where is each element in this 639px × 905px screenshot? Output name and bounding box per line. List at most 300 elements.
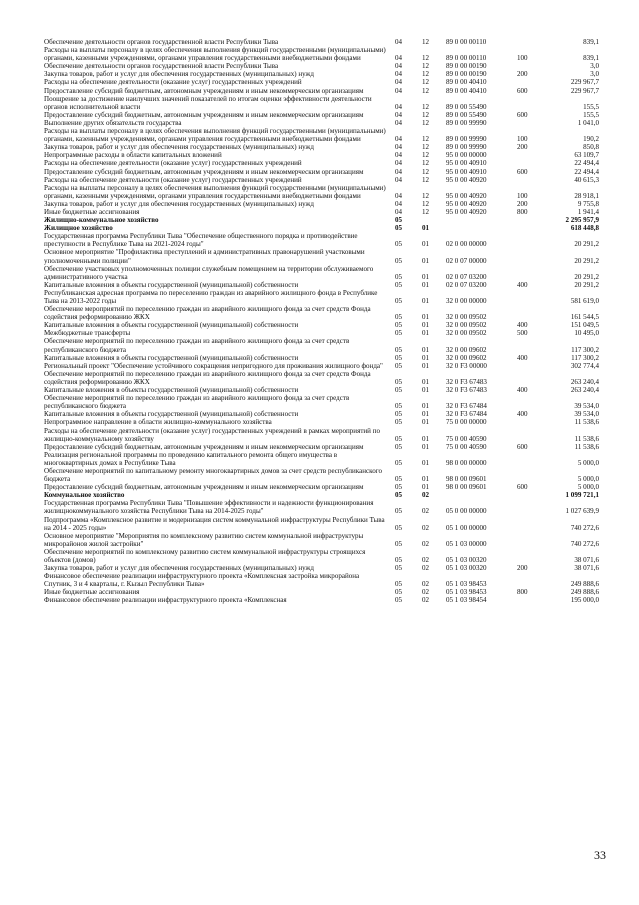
row-amount: 5 000,0 — [577, 458, 599, 467]
row-amount: 1 041,0 — [577, 118, 599, 127]
row-subsection-code: 02 — [422, 564, 430, 573]
table-row — [44, 119, 604, 127]
table-row — [44, 321, 604, 329]
row-amount: 22 494,4 — [574, 167, 599, 176]
row-section-code: 05 — [395, 564, 403, 573]
row-expense-type: 100 — [517, 135, 528, 144]
row-name: Государственная программа Республики Тыва "Обеспечение общественного порядка и противодействие преступности в Республике Тыва на 2021-2024 годы" — [44, 232, 358, 249]
row-target-article: 95 0 00 40920 — [446, 199, 487, 208]
row-target-article: 89 0 00 00190 — [446, 62, 487, 71]
row-name: Основное мероприятие "Профилактика преступлений и административных правонарушений участковыми уполномоченными полиции" — [44, 248, 365, 265]
row-name: Подпрограмма «Комплексное развитие и модернизация систем коммунальной инфраструктуры Республики Тыва на 2014 - 2025 годы» — [44, 515, 385, 532]
table-row — [44, 572, 604, 588]
row-name: Обеспечение мероприятий по переселению граждан из аварийного жилищного фонда за счет средств Фонда содействия реформированию ЖКХ — [44, 369, 371, 386]
row-name: Капитальные вложения в объекты государственной (муниципальной) собственности — [44, 321, 299, 330]
row-amount: 11 538,6 — [574, 418, 599, 427]
row-name: Предоставление субсидий бюджетным, автономным учреждениям и иным некоммерческим организациям — [44, 483, 364, 492]
row-section-code: 05 — [395, 280, 403, 289]
row-amount: 263 240,4 — [570, 377, 599, 386]
row-expense-type: 600 — [517, 442, 528, 451]
row-name: Государственная программа Республики Тыва "Повышение эффективности и надежности функционирования жилищнокоммунального хозяйства Республики Тыва на 2014-2025 годы" — [44, 499, 374, 516]
row-subsection-code: 02 — [422, 507, 430, 516]
table-row — [44, 70, 604, 78]
table-row — [44, 232, 604, 248]
row-target-article: 95 0 00 40910 — [446, 167, 487, 176]
row-subsection-code: 01 — [422, 434, 430, 443]
row-subsection-code: 12 — [422, 135, 430, 144]
row-amount: 39 534,0 — [574, 402, 599, 411]
table-row — [44, 184, 604, 200]
row-amount: 190,2 — [583, 135, 599, 144]
row-amount: 1 941,4 — [577, 207, 599, 216]
row-subsection-code: 01 — [422, 353, 430, 362]
row-target-article: 89 0 00 99990 — [446, 118, 487, 127]
row-subsection-code: 01 — [422, 345, 430, 354]
row-section-code: 04 — [395, 102, 403, 111]
row-section-code: 05 — [395, 588, 403, 597]
row-subsection-code: 01 — [422, 377, 430, 386]
table-row — [44, 111, 604, 119]
row-name: Поощрение за достижение наилучших значений показателей по итогам оценки эффективности деятельности органов исполнительной власти — [44, 94, 372, 111]
row-amount: 3,0 — [590, 70, 599, 79]
row-subsection-code: 02 — [422, 588, 430, 597]
row-subsection-code: 01 — [422, 297, 430, 305]
row-amount: 39 534,0 — [574, 410, 599, 419]
table-row — [44, 499, 604, 515]
row-subsection-code: 02 — [422, 556, 430, 564]
row-section-code: 05 — [395, 475, 403, 484]
row-amount: 249 888,6 — [570, 580, 599, 589]
row-amount: 2 295 957,9 — [565, 216, 599, 225]
row-name: Расходы на выплаты персоналу в целях обеспечения выполнения функций государственными (муниципальными) органами, казенными учреждениями, органами управления государственными внебюджетными фондами — [44, 46, 386, 63]
row-expense-type: 800 — [517, 207, 528, 216]
row-target-article: 05 1 03 98453 — [446, 588, 487, 597]
row-amount: 63 109,7 — [574, 151, 599, 160]
row-subsection-code: 01 — [422, 329, 430, 338]
table-row — [44, 46, 604, 62]
row-section-code: 04 — [395, 86, 403, 95]
row-target-article: 95 0 00 40910 — [446, 159, 487, 168]
row-target-article: 05 1 03 00320 — [446, 556, 487, 564]
row-target-article: 89 0 00 00110 — [446, 54, 487, 63]
row-section-code: 04 — [395, 207, 403, 216]
row-subsection-code: 02 — [422, 580, 430, 589]
row-name: Обеспечение мероприятий по капитальному ремонту многоквартирных домов за счет средств республиканского бюджета — [44, 466, 382, 484]
row-target-article: 75 0 00 00000 — [446, 418, 487, 427]
row-name: Финансовое обеспечение реализации инфраструктурного проекта «Комплексная — [44, 596, 287, 605]
table-row — [44, 248, 604, 264]
row-subsection-code: 01 — [422, 410, 430, 419]
table-row — [44, 265, 604, 281]
row-section-code: 05 — [395, 313, 403, 322]
row-amount: 263 240,4 — [570, 386, 599, 395]
row-expense-type: 400 — [517, 353, 528, 362]
row-amount: 3,0 — [590, 62, 599, 71]
row-expense-type: 200 — [517, 143, 528, 152]
row-target-article: 05 1 03 00320 — [446, 564, 487, 573]
row-target-article: 32 0 F3 67483 — [446, 377, 487, 386]
row-section-code: 05 — [395, 523, 403, 532]
row-amount: 38 071,6 — [574, 556, 599, 564]
row-section-code: 05 — [395, 491, 403, 500]
table-row — [44, 337, 604, 353]
row-name: Обеспечение мероприятий по комплексному развитию систем коммунальной инфраструктуры строящихся объектов (домов) — [44, 547, 366, 564]
row-subsection-code: 12 — [422, 151, 430, 160]
table-row — [44, 548, 604, 564]
row-target-article: 89 0 00 55490 — [446, 110, 487, 119]
row-subsection-code: 12 — [422, 191, 430, 200]
row-subsection-code: 01 — [422, 272, 430, 281]
row-name: Реализация региональной программы по проведению капитального ремонта общего имущества в многоквартирных домах в Республике Тыва — [44, 450, 338, 467]
row-amount: 839,1 — [583, 54, 599, 63]
row-name: Межбюджетные трансферты — [44, 329, 131, 338]
row-section-code: 04 — [395, 38, 403, 46]
row-section-code: 05 — [395, 297, 403, 305]
row-name: Закупка товаров, работ и услуг для обеспечения государственных (муниципальных) нужд — [44, 199, 314, 208]
row-name: Капитальные вложения в объекты государственной (муниципальной) собственности — [44, 386, 299, 395]
row-section-code: 05 — [395, 596, 403, 605]
row-amount: 28 918,1 — [574, 191, 599, 200]
table-row — [44, 427, 604, 443]
table-row — [44, 305, 604, 321]
row-amount: 740 272,6 — [570, 539, 599, 548]
row-section-code: 05 — [395, 483, 403, 492]
table-row — [44, 216, 604, 224]
row-amount: 9 755,8 — [577, 199, 599, 208]
row-section-code: 04 — [395, 191, 403, 200]
row-subsection-code: 12 — [422, 199, 430, 208]
row-target-article: 95 0 00 40920 — [446, 207, 487, 216]
table-row — [44, 95, 604, 111]
row-section-code: 04 — [395, 151, 403, 160]
row-name: Закупка товаров, работ и услуг для обеспечения государственных (муниципальных) нужд — [44, 143, 314, 152]
row-amount: 850,8 — [583, 143, 599, 152]
table-row — [44, 329, 604, 337]
row-amount: 740 272,6 — [570, 523, 599, 532]
row-name: Предоставление субсидий бюджетным, автономным учреждениям и иным некоммерческим организациям — [44, 442, 364, 451]
row-target-article: 32 0 00 09502 — [446, 313, 487, 322]
row-target-article: 89 0 00 00110 — [446, 38, 487, 46]
row-section-code: 05 — [395, 402, 403, 411]
row-target-article: 05 0 00 00000 — [446, 507, 487, 516]
row-section-code: 05 — [395, 410, 403, 419]
row-section-code: 05 — [395, 418, 403, 427]
row-amount: 229 967,7 — [570, 78, 599, 87]
row-name: Жилищно-коммунальное хозяйство — [44, 216, 159, 225]
row-amount: 618 448,8 — [570, 224, 599, 233]
row-name: Республиканская адресная программа по переселению граждан из аварийного жилищного фонда в Республике Тыва на 2013-2022 годы — [44, 288, 378, 305]
row-subsection-code: 01 — [422, 386, 430, 395]
page-number: 33 — [594, 848, 606, 862]
row-amount: 195 000,0 — [570, 596, 599, 605]
row-section-code: 04 — [395, 118, 403, 127]
row-name: Обеспечение мероприятий по переселению граждан из аварийного жилищного фонда за счет средств Фонда содействия реформированию ЖКХ — [44, 305, 371, 322]
row-name: Капитальные вложения в объекты государственной (муниципальной) собственности — [44, 353, 299, 362]
row-subsection-code: 12 — [422, 118, 430, 127]
row-target-article: 32 0 00 09602 — [446, 353, 487, 362]
table-row — [44, 410, 604, 418]
row-target-article: 75 0 00 40590 — [446, 442, 487, 451]
row-expense-type: 400 — [517, 386, 528, 395]
row-target-article: 95 0 00 00000 — [446, 151, 487, 160]
table-row — [44, 516, 604, 532]
row-amount: 117 300,2 — [571, 345, 599, 354]
row-subsection-code: 01 — [422, 280, 430, 289]
row-name: Предоставление субсидий бюджетным, автономным учреждениям и иным некоммерческим организациям — [44, 86, 364, 95]
row-target-article: 02 0 07 03200 — [446, 272, 487, 281]
row-name: Обеспечение мероприятий по переселению граждан из аварийного жилищного фонда за счет средств республиканского бюджета — [44, 337, 350, 354]
row-subsection-code: 01 — [422, 256, 430, 265]
table-row — [44, 532, 604, 548]
table-row — [44, 159, 604, 167]
row-subsection-code: 12 — [422, 102, 430, 111]
row-amount: 249 888,6 — [570, 588, 599, 597]
row-name: Обеспечение деятельности органов государственной власти Республики Тыва — [44, 38, 279, 46]
row-section-code: 04 — [395, 175, 403, 184]
table-row — [44, 370, 604, 386]
row-section-code: 05 — [395, 224, 403, 233]
row-amount: 20 291,2 — [574, 240, 599, 249]
row-amount: 581 619,0 — [570, 297, 599, 305]
row-subsection-code: 12 — [422, 38, 430, 46]
row-amount: 839,1 — [583, 38, 599, 46]
row-amount: 10 495,0 — [574, 329, 599, 338]
table-row — [44, 168, 604, 176]
table-row — [44, 200, 604, 208]
row-amount: 5 000,0 — [577, 483, 599, 492]
row-expense-type: 100 — [517, 191, 528, 200]
table-row — [44, 467, 604, 483]
row-subsection-code: 01 — [422, 442, 430, 451]
table-row — [44, 443, 604, 451]
row-target-article: 05 1 03 00000 — [446, 539, 487, 548]
row-subsection-code: 01 — [422, 483, 430, 492]
table-row — [44, 224, 604, 232]
row-subsection-code: 12 — [422, 62, 430, 71]
row-section-code: 04 — [395, 54, 403, 63]
row-amount: 155,5 — [583, 102, 599, 111]
row-section-code: 05 — [395, 216, 403, 225]
row-subsection-code: 01 — [422, 240, 430, 249]
row-section-code: 04 — [395, 143, 403, 152]
row-name: Расходы на обеспечение деятельности (оказание услуг) государственных учреждений — [44, 175, 302, 184]
row-section-code: 04 — [395, 135, 403, 144]
row-target-article: 32 0 00 09502 — [446, 321, 487, 330]
row-section-code: 05 — [395, 345, 403, 354]
row-expense-type: 200 — [517, 564, 528, 573]
table-row — [44, 491, 604, 499]
table-row — [44, 143, 604, 151]
row-target-article: 98 0 00 09601 — [446, 483, 487, 492]
row-section-code: 04 — [395, 199, 403, 208]
row-target-article: 89 0 00 40410 — [446, 86, 487, 95]
row-name: Капитальные вложения в объекты государственной (муниципальной) собственности — [44, 410, 299, 419]
table-row — [44, 289, 604, 305]
row-subsection-code: 12 — [422, 110, 430, 119]
row-expense-type: 400 — [517, 410, 528, 419]
row-section-code: 05 — [395, 256, 403, 265]
row-section-code: 04 — [395, 70, 403, 79]
row-name: Предоставление субсидий бюджетным, автономным учреждениям и иным некоммерческим организациям — [44, 167, 364, 176]
row-name: Обеспечение мероприятий по переселению граждан из аварийного жилищного фонда за счет средств республиканского бюджета — [44, 394, 350, 411]
row-name: Расходы на обеспечение деятельности (оказание услуг) государственных учреждений — [44, 159, 302, 168]
row-name: Расходы на выплаты персоналу в целях обеспечения выполнения функций государственными (муниципальными) органами, казенными учреждениями, органами управления государственными внебюджетными фондами — [44, 183, 386, 200]
row-amount: 38 071,6 — [574, 564, 599, 573]
row-name: Обеспечение участковых уполномоченных полиции служебным помещением на территории обслуживаемого административного участка — [44, 264, 374, 281]
row-name: Закупка товаров, работ и услуг для обеспечения государственных (муниципальных) нужд — [44, 564, 314, 573]
row-amount: 20 291,2 — [574, 256, 599, 265]
row-expense-type: 200 — [517, 70, 528, 79]
row-name: Предоставление субсидий бюджетным, автономным учреждениям и иным некоммерческим организациям — [44, 110, 364, 119]
row-subsection-code: 12 — [422, 159, 430, 168]
row-target-article: 32 0 F3 00000 — [446, 361, 487, 370]
row-section-code: 04 — [395, 62, 403, 71]
row-amount: 151 049,5 — [570, 321, 599, 330]
row-amount: 5 000,0 — [577, 475, 599, 484]
row-target-article: 32 0 00 00000 — [446, 297, 487, 305]
row-name: Коммунальное хозяйство — [44, 491, 125, 500]
table-row — [44, 386, 604, 394]
row-section-code: 05 — [395, 507, 403, 516]
row-section-code: 05 — [395, 361, 403, 370]
table-row — [44, 564, 604, 572]
row-target-article: 32 0 00 09602 — [446, 345, 487, 354]
row-subsection-code: 01 — [422, 475, 430, 484]
row-target-article: 02 0 07 03200 — [446, 280, 487, 289]
row-section-code: 05 — [395, 377, 403, 386]
row-subsection-code: 12 — [422, 86, 430, 95]
table-row — [44, 78, 604, 86]
row-section-code: 04 — [395, 167, 403, 176]
table-row — [44, 451, 604, 467]
table-row — [44, 87, 604, 95]
row-subsection-code: 01 — [422, 361, 430, 370]
row-expense-type: 600 — [517, 167, 528, 176]
table-row — [44, 354, 604, 362]
row-section-code: 05 — [395, 329, 403, 338]
row-amount: 161 544,5 — [570, 313, 599, 322]
table-row — [44, 394, 604, 410]
row-name: Иные бюджетные ассигнования — [44, 588, 140, 597]
row-subsection-code: 01 — [422, 418, 430, 427]
row-target-article: 05 1 00 00000 — [446, 523, 487, 532]
row-subsection-code: 02 — [422, 523, 430, 532]
row-expense-type: 600 — [517, 110, 528, 119]
row-name: Обеспечение деятельности органов государственной власти Республики Тыва — [44, 62, 279, 71]
table-row — [44, 176, 604, 184]
row-name: Закупка товаров, работ и услуг для обеспечения государственных (муниципальных) нужд — [44, 70, 314, 79]
row-section-code: 04 — [395, 78, 403, 87]
row-amount: 11 538,6 — [574, 434, 599, 443]
row-amount: 1 027 639,9 — [565, 507, 599, 516]
row-amount: 155,5 — [583, 110, 599, 119]
row-target-article: 89 0 00 00190 — [446, 70, 487, 79]
table-row — [44, 62, 604, 70]
row-subsection-code: 01 — [422, 224, 430, 233]
row-name: Непрограммные расходы в области капитальных вложений — [44, 151, 222, 160]
row-section-code: 04 — [395, 110, 403, 119]
row-target-article: 32 0 F3 67483 — [446, 386, 487, 395]
row-subsection-code: 12 — [422, 54, 430, 63]
row-target-article: 95 0 00 40920 — [446, 191, 487, 200]
row-subsection-code: 01 — [422, 458, 430, 467]
row-name: Региональный проект "Обеспечение устойчивого сокращения непригодного для проживания жилищного фонда" — [44, 361, 383, 370]
row-expense-type: 800 — [517, 588, 528, 597]
row-target-article: 98 0 00 00000 — [446, 458, 487, 467]
row-target-article: 89 0 00 99990 — [446, 143, 487, 152]
row-name: Расходы на обеспечение деятельности (оказание услуг) государственных учреждений в рамках мероприятий по жилищно-коммунальному хозяйству — [44, 426, 380, 443]
row-section-code: 05 — [395, 458, 403, 467]
row-section-code: 05 — [395, 580, 403, 589]
row-subsection-code: 12 — [422, 143, 430, 152]
row-subsection-code: 12 — [422, 207, 430, 216]
row-section-code: 05 — [395, 272, 403, 281]
row-expense-type: 600 — [517, 86, 528, 95]
row-name: Финансовое обеспечение реализации инфраструктурного проекта «Комплексная застройка микрорайона Спутник, 3 и 4 кварталы, г. Кызыл Республики Тыва» — [44, 572, 360, 589]
row-amount: 117 300,2 — [571, 353, 599, 362]
table-row — [44, 127, 604, 143]
row-target-article: 32 0 F3 67484 — [446, 402, 487, 411]
row-section-code: 05 — [395, 442, 403, 451]
row-name: Иные бюджетные ассигнования — [44, 207, 140, 216]
row-amount: 40 615,3 — [574, 175, 599, 184]
row-subsection-code: 01 — [422, 313, 430, 322]
row-expense-type: 400 — [517, 280, 528, 289]
row-section-code: 05 — [395, 240, 403, 249]
row-name: Непрограммное направление в области жилищно-коммунального хозяйства — [44, 418, 272, 427]
row-section-code: 05 — [395, 386, 403, 395]
row-section-code: 05 — [395, 539, 403, 548]
row-section-code: 05 — [395, 434, 403, 443]
table-row — [44, 151, 604, 159]
row-expense-type: 500 — [517, 329, 528, 338]
row-target-article: 75 0 00 40590 — [446, 434, 487, 443]
row-amount: 229 967,7 — [570, 86, 599, 95]
row-expense-type: 200 — [517, 199, 528, 208]
table-row — [44, 362, 604, 370]
row-expense-type: 600 — [517, 483, 528, 492]
row-subsection-code: 02 — [422, 596, 430, 605]
row-target-article: 32 0 00 09502 — [446, 329, 487, 338]
row-amount: 302 774,4 — [570, 361, 599, 370]
row-subsection-code: 12 — [422, 78, 430, 87]
budget-table — [44, 38, 604, 605]
row-section-code: 05 — [395, 321, 403, 330]
row-subsection-code: 01 — [422, 321, 430, 330]
row-target-article: 89 0 00 55490 — [446, 102, 487, 111]
table-row — [44, 208, 604, 216]
row-target-article: 95 0 00 40920 — [446, 175, 487, 184]
row-target-article: 05 1 03 98453 — [446, 580, 487, 589]
row-section-code: 05 — [395, 556, 403, 564]
row-subsection-code: 12 — [422, 167, 430, 176]
row-subsection-code: 12 — [422, 70, 430, 79]
row-subsection-code: 02 — [422, 491, 430, 500]
row-amount: 22 494,4 — [574, 159, 599, 168]
row-name: Расходы на выплаты персоналу в целях обеспечения выполнения функций государственными (муниципальными) органами, казенными учреждениями, органами управления государственными внебюджетными фондами — [44, 127, 386, 144]
table-row — [44, 418, 604, 426]
row-name: Капитальные вложения в объекты государственной (муниципальной) собственности — [44, 280, 299, 289]
row-amount: 11 538,6 — [574, 442, 599, 451]
row-subsection-code: 01 — [422, 402, 430, 411]
row-target-article: 89 0 00 99990 — [446, 135, 487, 144]
table-row — [44, 281, 604, 289]
row-target-article: 02 0 00 00000 — [446, 240, 487, 249]
row-target-article: 32 0 F3 67484 — [446, 410, 487, 419]
table-row — [44, 483, 604, 491]
table-row — [44, 588, 604, 596]
row-amount: 1 099 721,1 — [565, 491, 599, 500]
